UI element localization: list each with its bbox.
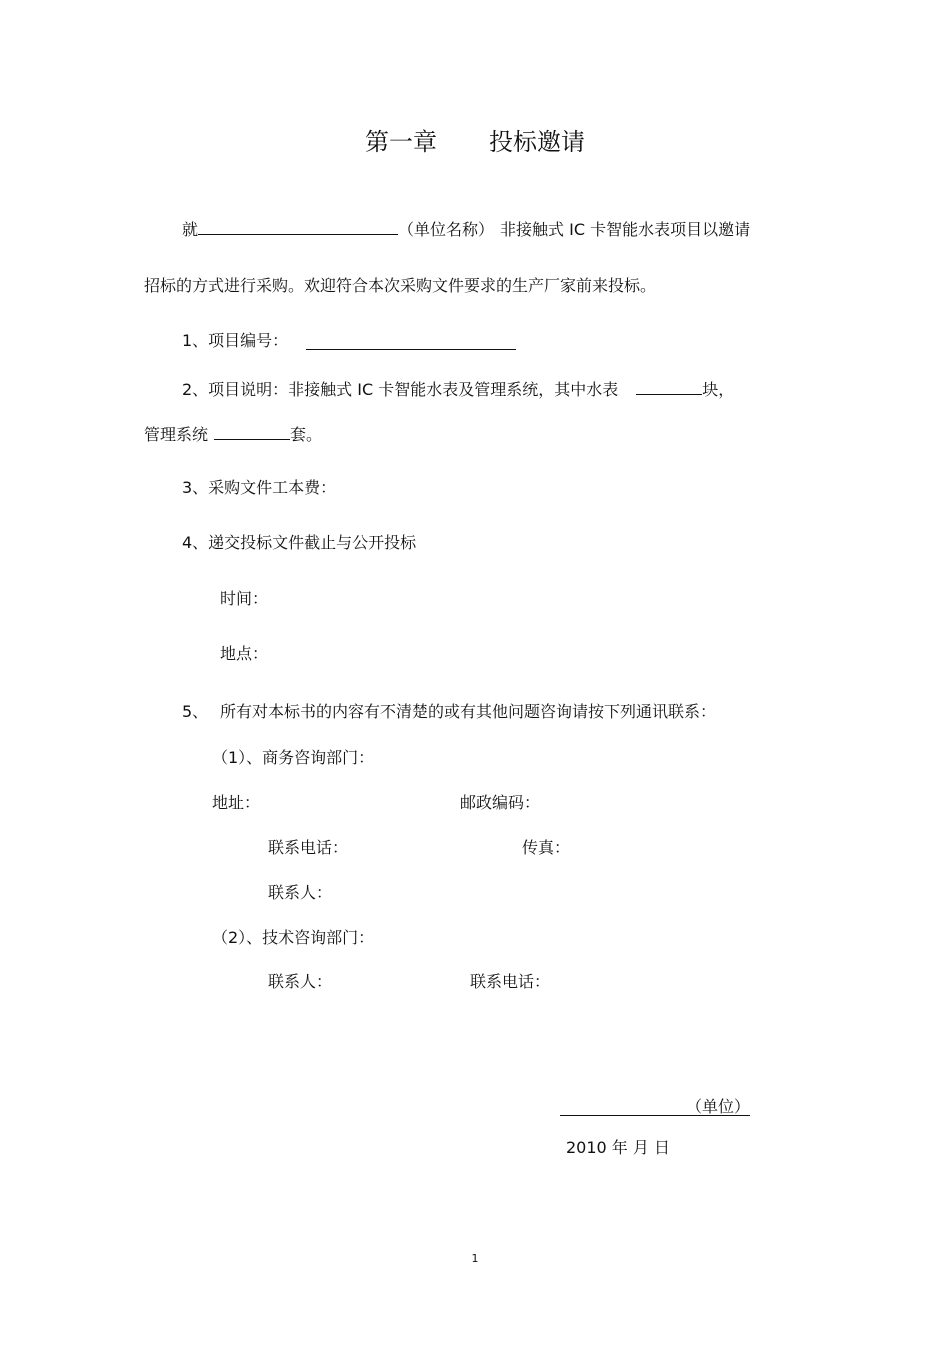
intro-text-1: 非接触式 IC 卡智能水表项目以邀请 xyxy=(500,220,751,239)
system-label: 管理系统 xyxy=(144,425,209,444)
unit-name-blank xyxy=(198,218,398,235)
signature-line xyxy=(560,1115,750,1116)
project-number-label: 1、项目编号： xyxy=(182,331,289,350)
business-postcode-label: 邮政编码： xyxy=(460,793,541,812)
business-fax-label: 传真： xyxy=(522,838,571,857)
business-contact-label: 联系人： xyxy=(268,883,333,902)
title-chapter: 第一章 xyxy=(365,128,437,156)
project-description-label: 2、项目说明：非接触式 IC 卡智能水表及管理系统，其中水表 xyxy=(182,380,619,399)
meter-unit: 块， xyxy=(702,380,735,399)
page-title xyxy=(0,126,950,158)
document-fee-label: 3、采购文件工本费： xyxy=(182,478,337,497)
time-label: 时间： xyxy=(220,589,269,608)
unit-name-hint: （单位名称） xyxy=(398,220,495,239)
contact-instructions: 所有对本标书的内容有不清楚的或有其他问题咨询请按下列通讯联系： xyxy=(220,702,717,721)
intro-prefix: 就 xyxy=(182,220,199,239)
business-dept-heading: （1）、商务咨询部门： xyxy=(212,748,375,767)
project-number-blank xyxy=(306,349,516,350)
business-phone-label: 联系电话： xyxy=(268,838,349,857)
technical-phone-label: 联系电话： xyxy=(470,972,551,991)
project-description-line-2 xyxy=(144,423,322,445)
deadline-heading: 4、递交投标文件截止与公开投标 xyxy=(182,533,417,552)
place-label: 地点： xyxy=(220,644,269,663)
signature-date: 2010 年 月 日 xyxy=(566,1138,670,1157)
intro-line-1 xyxy=(182,218,750,240)
technical-dept-heading: （2）、技术咨询部门： xyxy=(212,928,375,947)
contact-item-number: 5、 xyxy=(182,702,209,721)
intro-line-2: 招标的方式进行采购。欢迎符合本次采购文件要求的生产厂家前来投标。 xyxy=(144,276,657,295)
project-description xyxy=(182,378,734,400)
page-number: 1 xyxy=(471,1252,479,1265)
title-name: 投标邀请 xyxy=(489,128,585,156)
business-address-label: 地址： xyxy=(212,793,261,812)
signature-unit: （单位） xyxy=(686,1097,751,1116)
system-unit: 套。 xyxy=(290,425,323,444)
meter-quantity-blank xyxy=(636,378,702,395)
system-quantity-blank xyxy=(214,423,290,440)
technical-contact-label: 联系人： xyxy=(268,972,333,991)
